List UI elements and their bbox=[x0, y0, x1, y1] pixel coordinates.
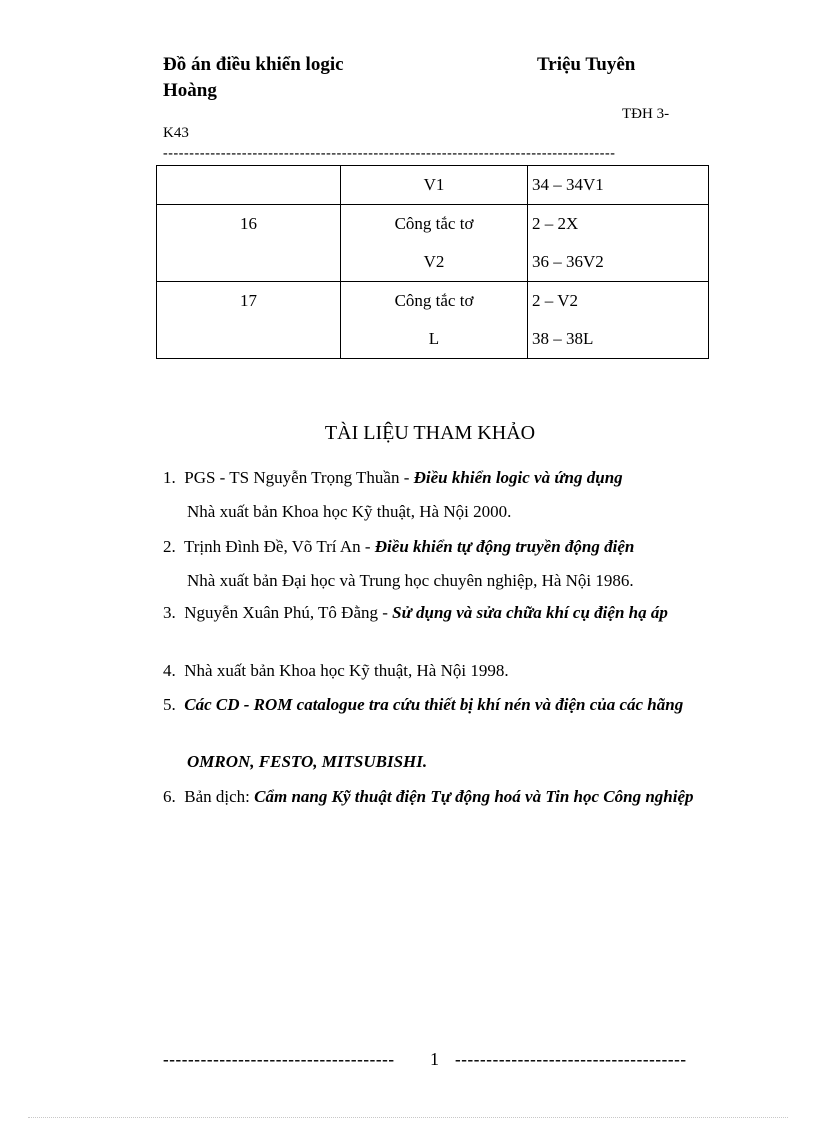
stt-cell: 17 bbox=[157, 282, 341, 359]
page-bottom-divider bbox=[28, 1117, 788, 1118]
device-cell: V1 bbox=[341, 166, 528, 205]
device-cell: Công tắc tơ L bbox=[341, 282, 528, 359]
reference-item: 5. Các CD - ROM catalogue tra cứu thiết bị khí nén và điện của các hãng bbox=[163, 695, 684, 714]
header-divider: -------------------------------------------------------------------------------------- bbox=[163, 146, 616, 161]
table-row bbox=[157, 205, 709, 282]
stt-cell: 16 bbox=[157, 205, 341, 282]
reference-item: 4. Nhà xuất bản Khoa học Kỹ thuật, Hà Nội 1998. bbox=[163, 661, 509, 680]
reference-item: 2. Trịnh Đình Đề, Võ Trí An - Điều khiển tự động truyền động điện bbox=[163, 537, 635, 556]
reference-publisher: Nhà xuất bản Đại học và Trung học chuyên nghiệp, Hà Nội 1986. bbox=[187, 571, 634, 590]
wire-cell: 2 – 2X 36 – 36V2 bbox=[528, 205, 709, 282]
class-prefix: TĐH 3- bbox=[622, 106, 670, 122]
table-row bbox=[157, 282, 709, 359]
doc-title: Đồ án điều khiển logic bbox=[163, 54, 344, 75]
device-cell: Công tắc tơ V2 bbox=[341, 205, 528, 282]
wiring-table bbox=[156, 165, 709, 359]
reference-publisher: Nhà xuất bản Khoa học Kỹ thuật, Hà Nội 2000. bbox=[187, 502, 512, 521]
stt-cell bbox=[157, 166, 341, 205]
footer-dashes-left: ------------------------------------- bbox=[163, 1050, 395, 1069]
table-row bbox=[157, 166, 709, 205]
references-title: TÀI LIỆU THAM KHẢO bbox=[324, 422, 536, 444]
reference-continuation: OMRON, FESTO, MITSUBISHI. bbox=[187, 752, 428, 771]
author-name-cont: Hoàng bbox=[163, 80, 217, 101]
wire-cell: 2 – V2 38 – 38L bbox=[528, 282, 709, 359]
footer-dashes-right: ------------------------------------- bbox=[455, 1050, 687, 1069]
reference-item: 1. PGS - TS Nguyễn Trọng Thuần - Điều khiển logic và ứng dụng bbox=[163, 468, 623, 487]
reference-item: 3. Nguyễn Xuân Phú, Tô Đằng - Sử dụng và sửa chữa khí cụ điện hạ áp bbox=[163, 603, 668, 622]
page-number: 1 bbox=[430, 1049, 439, 1069]
reference-item: 6. Bản dịch: Cẩm nang Kỹ thuật điện Tự động hoá và Tin học Công nghiệp bbox=[163, 787, 694, 806]
class-suffix: K43 bbox=[163, 125, 189, 141]
author-name: Triệu Tuyên bbox=[537, 54, 636, 75]
wire-cell: 34 – 34V1 bbox=[528, 166, 709, 205]
